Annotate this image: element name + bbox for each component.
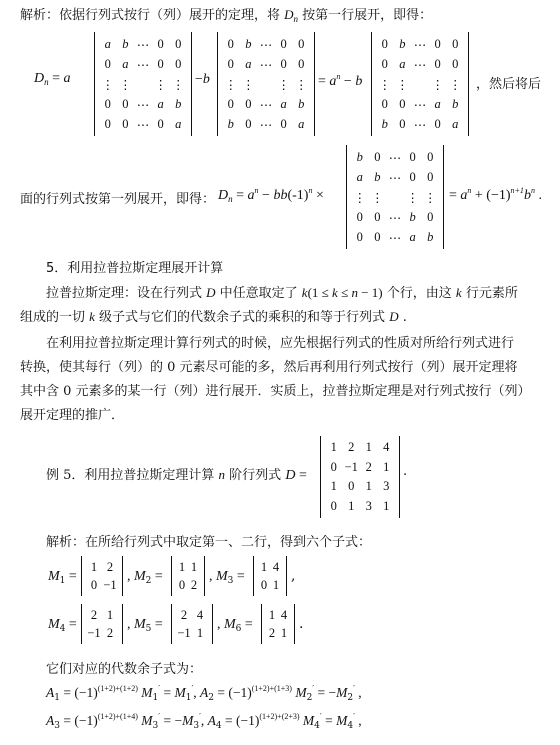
matrix-cell: 0 [157,116,164,131]
matrix-cell: b [298,96,305,111]
matrix-cell: 0 [399,116,406,131]
matrix-cell: b [122,36,129,51]
matrix-cell: 3 [383,479,390,494]
matrix-cell: ⋮ [431,77,444,92]
matrix-cell: ⋯ [259,37,273,52]
matrix-cell: ⋯ [413,37,427,52]
matrix-cell: 0 [356,209,363,224]
matrix-cell: 0 [157,56,164,71]
determinant-1 [94,32,192,136]
matrix-cell: a [280,96,287,111]
matrix-cell: 4 [272,559,280,574]
matrix-cell: 0 [374,229,381,244]
minor-m4 [81,604,123,644]
paragraph-line2: 转换，使其每行（列）的 0 元素尽可能的多，然后再利用行列式按行（列）展开定理将 [20,360,518,375]
matrix-cell: 0 [245,96,252,111]
matrix-cell: b [374,169,381,184]
matrix-cell: 0 [280,116,287,131]
matrix-cell: 0 [381,36,388,51]
example5-statement: 例 5．利用拉普拉斯定理计算 n 阶行列式 D = [46,467,307,483]
matrix-cell: a [157,96,164,111]
matrix-cell: 1 [190,559,198,574]
matrix-cell: 0 [427,209,434,224]
matrix-cell: ⋯ [388,230,402,245]
matrix-cell: 2 [106,625,114,640]
matrix-cell: a [434,96,441,111]
matrix-cell: 1 [365,479,372,494]
matrix-cell: 0 [452,56,459,71]
matrix-cell: 0 [280,36,287,51]
matrix-cell: ⋮ [353,190,367,205]
matrix-cell: 0 [298,56,305,71]
matrix-cell: 0 [409,169,416,184]
matrix-cell: b [227,116,234,131]
matrix-cell: 0 [175,36,182,51]
matrix-cell: 1 [268,607,276,622]
matrix-cell: b [381,116,388,131]
matrix-cell: 2 [268,625,276,640]
matrix-cell: ⋯ [136,97,150,112]
matrix-cell: ⋯ [388,170,402,185]
minor-m4-label: $M_4$ = [48,617,77,634]
matrix-cell: 0 [178,577,186,592]
matrix-cell: 4 [280,607,288,622]
dn-label: $D_n = a$ [34,71,71,87]
analysis-intro: 解析：依据行列式按行（列）展开的定理，将 $D_n$ 按第一行展开，即得： [20,7,433,24]
matrix-cell: ⋮ [294,77,308,92]
matrix-cell: 1 [106,607,114,622]
minor-m1 [81,556,123,596]
matrix-cell: 1 [365,440,372,455]
matrix-cell: 4 [196,607,204,622]
matrix-cell: 2 [190,577,198,592]
matrix-cell: 0 [381,96,388,111]
paragraph-line4: 展开定理的推广． [20,408,125,423]
matrix-cell: −1 [344,459,358,474]
matrix-cell: 0 [399,96,406,111]
matrix-cell: ⋯ [136,57,150,72]
minor-m1-label: $M_1$ = [48,569,77,586]
matrix-cell: 0 [90,577,98,592]
matrix-cell: −1 [87,625,101,640]
matrix-cell: 0 [104,116,111,131]
matrix-cell: 2 [365,459,372,474]
matrix-cell: 0 [434,36,441,51]
matrix-cell: 0 [427,149,434,164]
matrix-cell: 0 [374,149,381,164]
minor-m5 [171,604,213,644]
matrix-cell: ⋯ [413,97,427,112]
expand-first-col-text: 面的行列式按第一列展开，即得： [20,192,216,207]
matrix-cell: ⋯ [388,150,402,165]
matrix-cell: 0 [122,116,129,131]
matrix-cell: ⋯ [259,97,273,112]
matrix-cell: 0 [227,96,234,111]
period-2: . [299,616,304,632]
matrix-cell: 1 [90,559,98,574]
matrix-cell: 0 [434,116,441,131]
matrix-cell: ⋮ [448,77,462,92]
equals-an-minus-b: = $a^n - b$ [318,72,363,89]
matrix-cell: 0 [330,498,337,513]
example5-determinant [320,436,400,518]
matrix-cell: 1 [330,440,337,455]
matrix-cell: 0 [122,96,129,111]
matrix-cell: a [452,116,459,131]
matrix-cell: ⋯ [259,117,273,132]
matrix-cell: 1 [383,459,390,474]
minor-m2-label: , $M_2$ = [127,569,163,586]
matrix-cell: 0 [330,459,337,474]
matrix-cell: ⋮ [101,77,115,92]
comma: , [291,568,296,584]
matrix-cell: ⋮ [423,190,437,205]
matrix-cell: 0 [434,56,441,71]
matrix-cell: 2 [106,559,114,574]
matrix-cell: 0 [298,36,305,51]
minus-b: −b [195,72,210,87]
matrix-cell: ⋯ [413,57,427,72]
matrix-cell: b [427,229,434,244]
matrix-cell: ⋮ [119,77,132,92]
matrix-cell: ⋮ [242,77,255,92]
matrix-cell: a [409,229,416,244]
matrix-cell: ⋯ [388,210,402,225]
minor-m5-label: , $M_5$ = [127,617,163,634]
matrix-cell: 2 [348,440,355,455]
matrix-cell: 0 [409,149,416,164]
cofactor-a3-a4: $A_3 = (-1)^{(1+2)+(1+4)}$ $M_3' = -M_3'$, $A_4 = (-1)^{(1+2)+(2+3)}$ $M_4' = M_4'$ , [46,712,362,731]
matrix-cell: a [175,116,182,131]
matrix-cell: b [409,209,416,224]
matrix-cell: 0 [280,56,287,71]
matrix-cell: a [245,56,252,71]
matrix-cell: ⋮ [224,77,238,92]
section-heading-5: 5．利用拉普拉斯定理展开计算 [46,261,224,276]
matrix-cell: ⋮ [277,77,290,92]
matrix-cell: 1 [383,498,390,513]
matrix-cell: a [298,116,305,131]
determinant-2 [217,32,315,136]
matrix-cell: ⋮ [396,77,409,92]
determinant-4 [346,145,444,249]
matrix-cell: 0 [260,577,268,592]
matrix-cell: b [175,96,182,111]
matrix-cell: a [122,56,129,71]
minor-m3 [253,556,287,596]
matrix-cell: 1 [178,559,186,574]
matrix-cell: b [452,96,459,111]
matrix-cell: 4 [383,440,390,455]
matrix-cell: 0 [157,36,164,51]
matrix-cell: 0 [227,36,234,51]
matrix-cell: 0 [348,479,355,494]
matrix-cell: a [104,36,111,51]
example5-analysis: 解析：在所给行列式中取定第一、二行，得到六个子式： [46,535,372,550]
matrix-cell: 2 [90,607,98,622]
matrix-cell: a [399,56,406,71]
matrix-cell: ⋮ [406,190,419,205]
paragraph-line3: 其中含 0 元素多的某一行（列）进行展开．实质上，拉普拉斯定理是对行列式按行（列） [20,384,531,399]
matrix-cell: 0 [104,96,111,111]
matrix-cell: 0 [175,56,182,71]
minor-m3-label: , $M_3$ = [209,569,245,586]
matrix-cell: 1 [348,498,355,513]
paragraph-line1: 在利用拉普拉斯定理计算行列式的时候，应先根据行列式的性质对所给行列式进行 [46,336,515,351]
cofactor-a1-a2: $A_1 = (-1)^{(1+2)+(1+2)}$ $M_1' = M_1'$, $A_2 = (-1)^{(1+2)+(1+3)}$ $M_2' = -M_2'$ , [46,684,362,703]
matrix-cell: b [399,36,406,51]
matrix-cell: 0 [381,56,388,71]
matrix-cell: b [356,149,363,164]
matrix-cell: 0 [104,56,111,71]
laplace-theorem-line2: 组成的一切 k 级子式与它们的代数余子式的乘积的和等于行列式 D . [20,309,407,325]
minor-m6-label: , $M_6$ = [217,617,253,634]
matrix-cell: ⋮ [171,77,185,92]
period: . [403,464,408,479]
matrix-cell: ⋮ [371,190,384,205]
laplace-theorem-line1: 拉普拉斯定理：设在行列式 D 中任意取定了 k(1 ≤ k ≤ n − 1) 个行，由这 k 行元素所 [46,285,518,301]
matrix-cell: 0 [427,169,434,184]
matrix-cell: ⋮ [378,77,392,92]
result-formula: = $a^n + (-1)^{n+1}b^n$ . [449,186,542,203]
matrix-cell: 1 [260,559,268,574]
matrix-cell: 0 [374,209,381,224]
matrix-cell: ⋯ [413,117,427,132]
then-expand-text: ，然后将后 [476,77,542,92]
matrix-cell: 1 [272,577,280,592]
matrix-cell: 1 [280,625,288,640]
matrix-cell: −1 [103,577,117,592]
matrix-cell: b [245,36,252,51]
matrix-cell: ⋮ [154,77,167,92]
matrix-cell: 1 [330,479,337,494]
matrix-cell: −1 [177,625,191,640]
matrix-cell: ⋯ [259,57,273,72]
matrix-cell: 0 [245,116,252,131]
minor-m2 [171,556,205,596]
matrix-cell: 3 [365,498,372,513]
matrix-cell: 0 [452,36,459,51]
matrix-cell: ⋯ [136,37,150,52]
matrix-cell: ⋯ [136,117,150,132]
cofactor-intro: 它们对应的代数余子式为： [46,662,203,677]
matrix-cell: a [356,169,363,184]
determinant-3 [371,32,469,136]
dn-formula-2: $D_n = a^n - bb(-1)^n$ × [218,186,324,204]
matrix-cell: 2 [180,607,188,622]
matrix-cell: 0 [227,56,234,71]
minor-m6 [261,604,295,644]
matrix-cell: 0 [356,229,363,244]
matrix-cell: 1 [196,625,204,640]
